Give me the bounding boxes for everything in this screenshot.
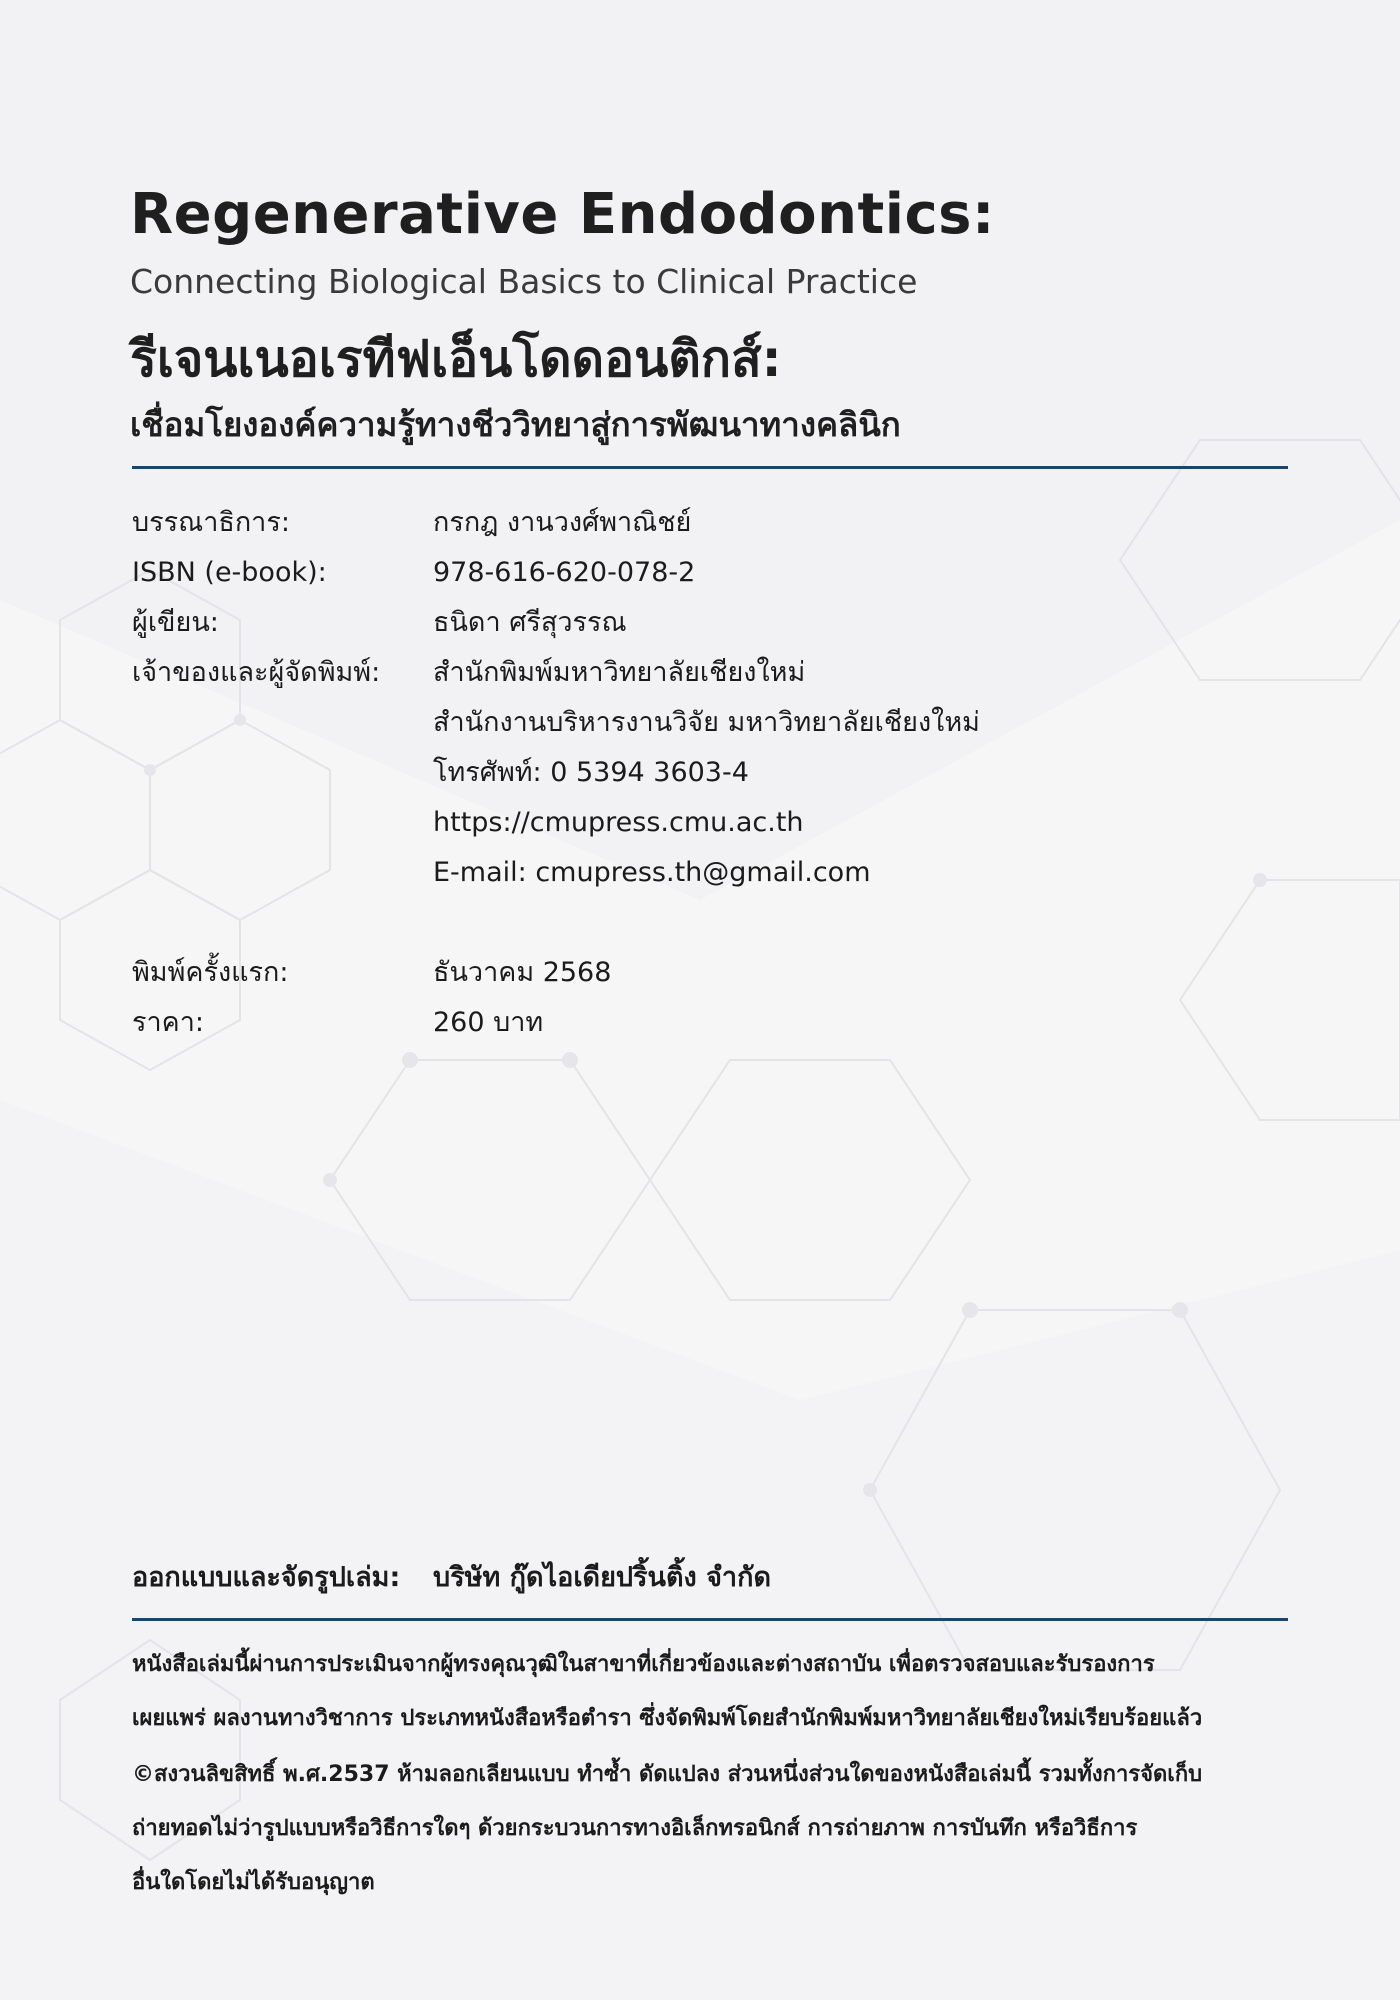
book-subtitle-thai: เชื่อมโยงองค์ความรู้ทางชีววิทยาสู่การพัฒนาทางคลินิก [130, 405, 901, 444]
info-value: โทรศัพท์: 0 5394 3603-4 [433, 757, 749, 788]
info-label: บรรณาธิการ: [132, 507, 290, 538]
info-label: ราคา: [132, 1007, 204, 1038]
info-value: 978-616-620-078-2 [433, 557, 696, 588]
info-value: https://cmupress.cmu.ac.th [433, 807, 804, 838]
footer-divider [132, 1618, 1288, 1621]
info-value: กรกฎ งานวงศ์พาณิชย์ [433, 507, 692, 538]
copyright-statement [132, 1748, 1288, 1910]
info-value: 260 บาท [433, 1007, 544, 1038]
book-title-thai: รีเจนเนอเรทีฟเอ็นโดดอนติกส์: [130, 330, 782, 388]
legal-line: เผยแพร่ ผลงานทางวิชาการ ประเภทหนังสือหรือตำรา ซึ่งจัดพิมพ์โดยสำนักพิมพ์มหาวิทยาลัยเชียงใหม่เรียบร้อยแล้ว [132, 1706, 1203, 1731]
info-value: สำนักพิมพ์มหาวิทยาลัยเชียงใหม่ [433, 657, 806, 688]
info-label: ออกแบบและจัดรูปเล่ม: [132, 1562, 401, 1593]
info-label: พิมพ์ครั้งแรก: [132, 957, 289, 988]
info-value: ธันวาคม 2568 [433, 957, 612, 988]
legal-line: อื่นใดโดยไม่ได้รับอนุญาต [132, 1870, 375, 1895]
info-label: ผู้เขียน: [132, 607, 219, 638]
info-value: E-mail: cmupress.th@gmail.com [433, 857, 871, 888]
book-subtitle-english: Connecting Biological Basics to Clinical Practice [130, 262, 918, 301]
header-divider [132, 466, 1288, 469]
book-title-english: Regenerative Endodontics: [130, 182, 995, 247]
info-value: บริษัท กู๊ดไอเดียปริ้นติ้ง จำกัด [433, 1562, 771, 1593]
info-label: ISBN (e-book): [132, 557, 327, 588]
info-value: สำนักงานบริหารงานวิจัย มหาวิทยาลัยเชียงใหม่ [433, 707, 980, 738]
legal-line: หนังสือเล่มนี้ผ่านการประเมินจากผู้ทรงคุณวุฒิในสาขาที่เกี่ยวข้องและต่างสถาบัน เพื่อตรวจสอบและรับรองการ [132, 1652, 1155, 1677]
legal-line: ©สงวนลิขสิทธิ์ พ.ศ.2537 ห้ามลอกเลียนแบบ ทำซ้ำ ดัดแปลง ส่วนหนึ่งส่วนใดของหนังสือเล่มนี้ รวมทั้งการจัดเก็บ [132, 1762, 1203, 1787]
peer-review-statement [132, 1638, 1288, 1746]
info-label: เจ้าของและผู้จัดพิมพ์: [132, 657, 381, 688]
info-value: ธนิดา ศรีสุวรรณ [433, 607, 627, 638]
legal-line: ถ่ายทอดไม่ว่ารูปแบบหรือวิธีการใดๆ ด้วยกระบวนการทางอิเล็กทรอนิกส์ การถ่ายภาพ การบันทึก หรือวิธีการ [132, 1816, 1138, 1841]
